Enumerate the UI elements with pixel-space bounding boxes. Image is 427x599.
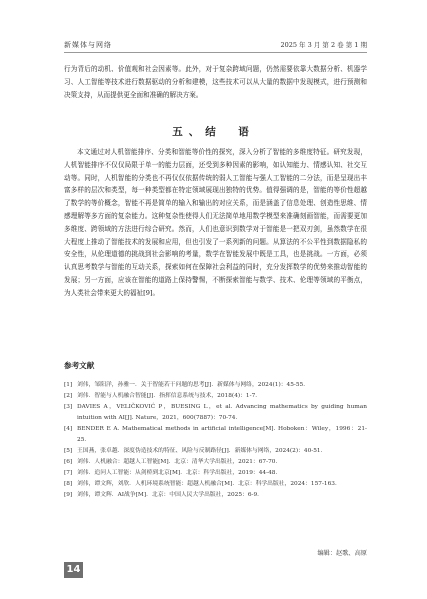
reference-item [64,479,367,490]
references-title: 参考文献 [64,361,95,370]
reference-text: BENDER E A. Mathematical methods in artificial intelligence[M]. Hoboken：Wiley，1996：21-25． [77,426,367,443]
journal-name: 新媒体与网络 [64,41,112,49]
conclusion-paragraph: 本文通过对人机智能排序、分类和智能等价性的探究，深入分析了智能的多维度特征。研究发现，人机智能排序不仅仅局限于单一的能力层面，还受到多种因素的影响，如认知能力、情感认知、社交互动等。同时，人机智能的分类也不再仅仅依据传统的弱人工智能与强人工智能的二分法，而是呈现出丰富多样的层次和类型，每一种类型都在特定领域展现出独特的优势。值得强调的是，智能的等价性超越了数学的等价概念，智能不再是简单的输入和输出的对应关系，而是涵盖了信息处理、创造性思维、情感理解等多方面的复杂能力。这种复杂性使得人们无法简单地用数学模型来准确刻画智能，而需要更加多维度、跨领域的方法进行综合研究。然而，人们也意识到数学对于智能是一把双刃剑，虽然数学在很大程度上推动了智能技术的发展和应用，但也引发了一系列新的问题。从算法的不公平性到数据隐私的安全性，从伦理道德的挑战到社会影响的考量，数学在智能发展中既是工具，也是挑战。一方面，必须认真思考数学与智能的互动关系，探索如何在保障社会利益的同时，充分发挥数学的优势来推动智能的发展；另一方面，应该在智能的道路上保持警惕，不断探索智能与数学、技术、伦理等领域的平衡点，为人类社会带来更大的福祉[9]。 [64,148,367,297]
reference-item [64,457,367,468]
reference-list [64,380,367,501]
reference-number: [9] [64,492,73,498]
reference-text: 刘伟，邹阳洋，孙雅一．关于智能若干问题的思考[J]．新媒体与网络，2024(1)：45-55． [77,382,310,388]
reference-number: [7] [64,470,73,476]
reference-item [64,391,367,402]
issue-info: 2025 年 3 月 第 2 卷 第 1 期 [280,41,367,49]
reference-item [64,380,367,391]
reference-number: [5] [64,448,73,454]
reference-item [64,490,367,501]
intro-paragraph: 行为背后的动机、价值观和社会因素等。此外，对于复杂跨域问题，仍然需要依靠大数据分析、机器学习、人工智能等技术进行数据驱动的分析和建模，这些技术可以从大量的数据中发现模式，进行预测和决策支持，从而提供更全面和准确的解决方案。 [64,65,367,99]
editor-credit: 编辑：赵歌、高原 [317,550,367,557]
reference-number: [6] [64,459,73,465]
reference-text: 刘伟．追问人工智能：从剑桥到北京[M]．北京：科学出版社，2019：44-48． [77,470,282,476]
reference-number: [4] [64,426,73,432]
reference-text: 刘伟，谭文辉，刘欣．人机环境系统智能：超越人机融合[M]．北京：科学出版社，2024：157-163． [77,481,341,487]
section-title: 五、结 语 [172,126,255,138]
page-number: 14 [64,562,83,578]
reference-number: [2] [64,393,73,399]
reference-item [64,402,367,424]
reference-text: 刘伟．人机融合：超越人工智能[M]．北京：清华大学出版社，2021：67-70． [77,459,282,465]
reference-text: DAVIES A，VELIČKOVIĆ P，BUESING L，et al. Advancing mathematics by guiding human intuition with AI[J]. Nature，2021，600(7887)：70-74． [77,404,367,421]
reference-text: 刘伟．智能与人机融合智能[J]．指挥信息系统与技术，2018(4)：1-7． [77,393,262,399]
reference-item [64,468,367,479]
reference-number: [3] [64,404,73,410]
reference-item [64,446,367,457]
running-header [64,40,367,53]
reference-number: [8] [64,481,73,487]
reference-text: 王国燕，张卓越．深度伪造技术的特征、风险与反制路径[J]．新媒体与网络，2024(2)：40-51． [77,448,327,454]
reference-text: 刘伟，谭文辉．AI战争[M]．北京：中国人民大学出版社，2025：6-9． [77,492,263,498]
reference-number: [1] [64,382,73,388]
reference-item [64,424,367,446]
